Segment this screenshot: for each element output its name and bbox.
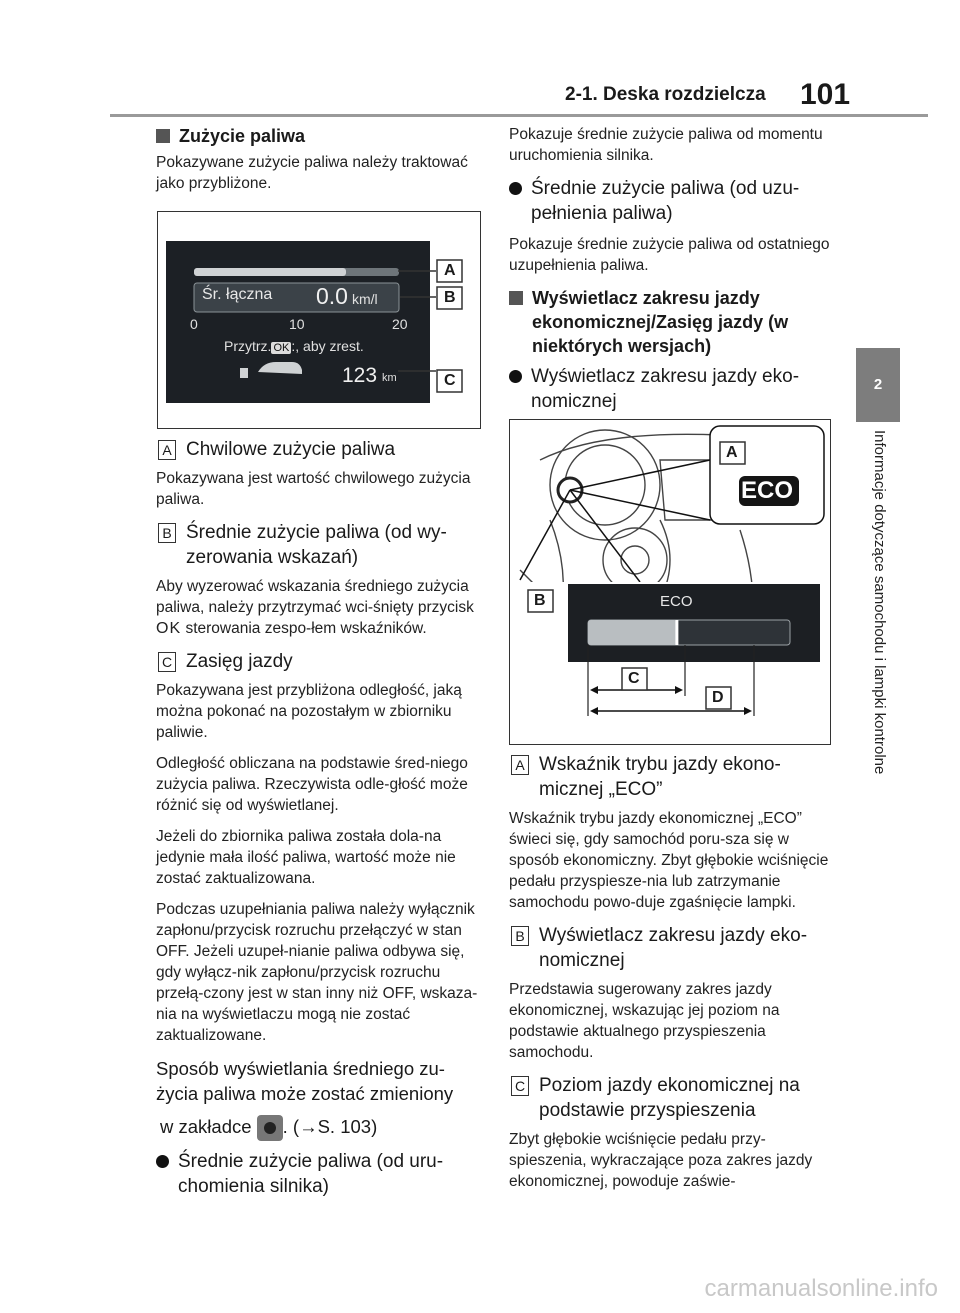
left-column-continued: [156, 437, 486, 1207]
round-bullet-icon: [509, 370, 522, 383]
item-b-text: Aby wyzerować wskazania średniego zużycia paliwa, należy przytrzymać wci-śnięty przycisk OK sterowania zespo-łem wskaźników.: [156, 578, 474, 637]
label-box: A: [511, 755, 529, 775]
heading-eco-range: Wyświetlacz zakresu jazdy ekonomicznej/Zasięg jazdy (w niektórych wersjach): [509, 286, 839, 358]
callout-d: D: [712, 689, 724, 706]
paragraph: Pokazuje średnie zużycie paliwa od momentu uruchomienia silnika.: [509, 126, 823, 164]
fuel-pump-icon: [240, 368, 248, 378]
callout-c: C: [628, 670, 640, 687]
range-value: 123: [342, 364, 378, 387]
scale-0: 0: [190, 316, 198, 332]
callout-a: A: [726, 444, 738, 461]
header-rule: [110, 114, 928, 117]
item-b-heading: B Wyświetlacz zakresu jazdy eko-nomicznej: [509, 923, 839, 973]
callout-c: C: [444, 372, 456, 389]
mode-text-tab: w zakładce . (→S. 103): [156, 1114, 486, 1141]
item-a-heading: A Wskaźnik trybu jazdy ekono-micznej „ECO”: [509, 752, 839, 802]
mode-text: Sposób wyświetlania średniego zu-życia paliwa może zostać zmieniony: [156, 1058, 454, 1104]
chapter-title: Informacje dotyczące samochodu i lampki kontrolne: [871, 430, 888, 775]
item-a-text: Wskaźnik trybu jazdy ekonomicznej „ECO” świeci się, gdy samochód poru-sza się w sposób ekonomiczny. Zbyt głębokie wciśnięcie pedału przyspiesze-nia lub zatrzymanie samochodu powo-duje zgaśnięcie lampki.: [509, 810, 829, 911]
label-box: B: [158, 523, 176, 543]
chapter-tab: 2: [856, 348, 900, 422]
item-c-text-1: Pokazywana jest przybliżona odległość, jaką można pokonać na pozostałym w zbiorniku paliwie.: [156, 682, 462, 741]
ok-button-icon: OK: [156, 620, 182, 637]
figure-fuel-display: [157, 211, 481, 429]
label-box: C: [511, 1076, 529, 1096]
callout-b: B: [534, 592, 546, 609]
left-column: [156, 124, 486, 204]
item-c-text-3: Jeżeli do zbiornika paliwa została dola-na jedynie mała ilość paliwa, wartość może nie zostać zaktualizowana.: [156, 828, 456, 887]
fuel-unit: km/l: [352, 291, 378, 307]
paragraph: Pokazywane zużycie paliwa należy traktować jako przybliżone.: [156, 154, 468, 192]
item-a-text: Pokazywana jest wartość chwilowego zużycia paliwa.: [156, 470, 471, 508]
item-c-text-4: Podczas uzupełniania paliwa należy wyłącznik zapłonu/przycisk rozruchu przełączyć w stan OFF. Jeżeli uzupeł-nianie paliwa odbywa się, gdy wyłącz-nik zapłonu/przycisk rozruchu przełą-czony jest w stan inny niż OFF, wskaza-nia na wyświetlaczu mogą nie zostać zaktualizowane.: [156, 901, 478, 1044]
right-column: [509, 124, 839, 422]
item-b-heading: B Średnie zużycie paliwa (od wy-zerowania wskazań): [156, 520, 486, 570]
callout-a: A: [444, 262, 456, 279]
bullet-eco-display: Wyświetlacz zakresu jazdy eko-nomicznej: [509, 364, 839, 414]
callout-b: B: [444, 289, 456, 306]
bullet-since-refuel: Średnie zużycie paliwa (od uzu-pełnienia paliwa): [509, 176, 839, 226]
scale-10: 10: [289, 316, 305, 332]
eco-illustration: [510, 420, 830, 744]
heading-fuel: Zużycie paliwa: [156, 124, 486, 148]
item-c-heading: C Zasięg jazdy: [156, 649, 486, 674]
page-number: 101: [800, 78, 851, 111]
square-bullet-icon: [509, 291, 523, 305]
label-box: B: [511, 926, 529, 946]
fuel-value: 0.0: [316, 283, 348, 309]
item-a-heading: A Chwilowe zużycie paliwa: [156, 437, 486, 462]
eco-indicator-small: ECO: [660, 593, 693, 610]
scale-20: 20: [392, 316, 408, 332]
item-c-heading: C Poziom jazdy ekonomicznej na podstawie przyspieszenia: [509, 1073, 839, 1123]
square-bullet-icon: [156, 129, 170, 143]
gear-icon: [257, 1115, 283, 1141]
round-bullet-icon: [509, 182, 522, 195]
round-bullet-icon: [156, 1155, 169, 1168]
paragraph: Pokazuje średnie zużycie paliwa od ostatniego uzupełnienia paliwa.: [509, 236, 830, 274]
right-column-continued: [509, 752, 839, 1202]
section-title: 2-1. Deska rozdzielcza: [565, 84, 766, 105]
watermark: carmanualsonline.info: [704, 1275, 938, 1302]
label-box: A: [158, 440, 176, 460]
item-c-text: Zbyt głębokie wciśnięcie pedału przy-spieszenia, wykraczające poza zakres jazdy ekonomicznej, powoduje zaświe-: [509, 1131, 813, 1190]
reset-hint: Przytrz. OK :, aby zrest.: [224, 338, 364, 354]
eco-indicator-large: ECO: [741, 477, 794, 504]
fuel-display-illustration: [158, 212, 480, 428]
range-unit: km: [382, 372, 397, 384]
item-b-text: Przedstawia sugerowany zakres jazdy ekonomicznej, wskazując jej poziom na podstawie aktualnego przyspieszenia samochodu.: [509, 981, 780, 1061]
label-box: C: [158, 652, 176, 672]
figure-eco-display: [509, 419, 831, 745]
item-c-text-2: Odległość obliczana na podstawie śred-niego zużycia paliwa. Rzeczywista odle-głość może różnić się od wyświetlanej.: [156, 755, 468, 814]
avg-label: Śr. łączna: [202, 286, 273, 303]
bullet-since-start: Średnie zużycie paliwa (od uru-chomienia silnika): [156, 1149, 486, 1199]
ok-button-icon: OK: [273, 342, 290, 354]
